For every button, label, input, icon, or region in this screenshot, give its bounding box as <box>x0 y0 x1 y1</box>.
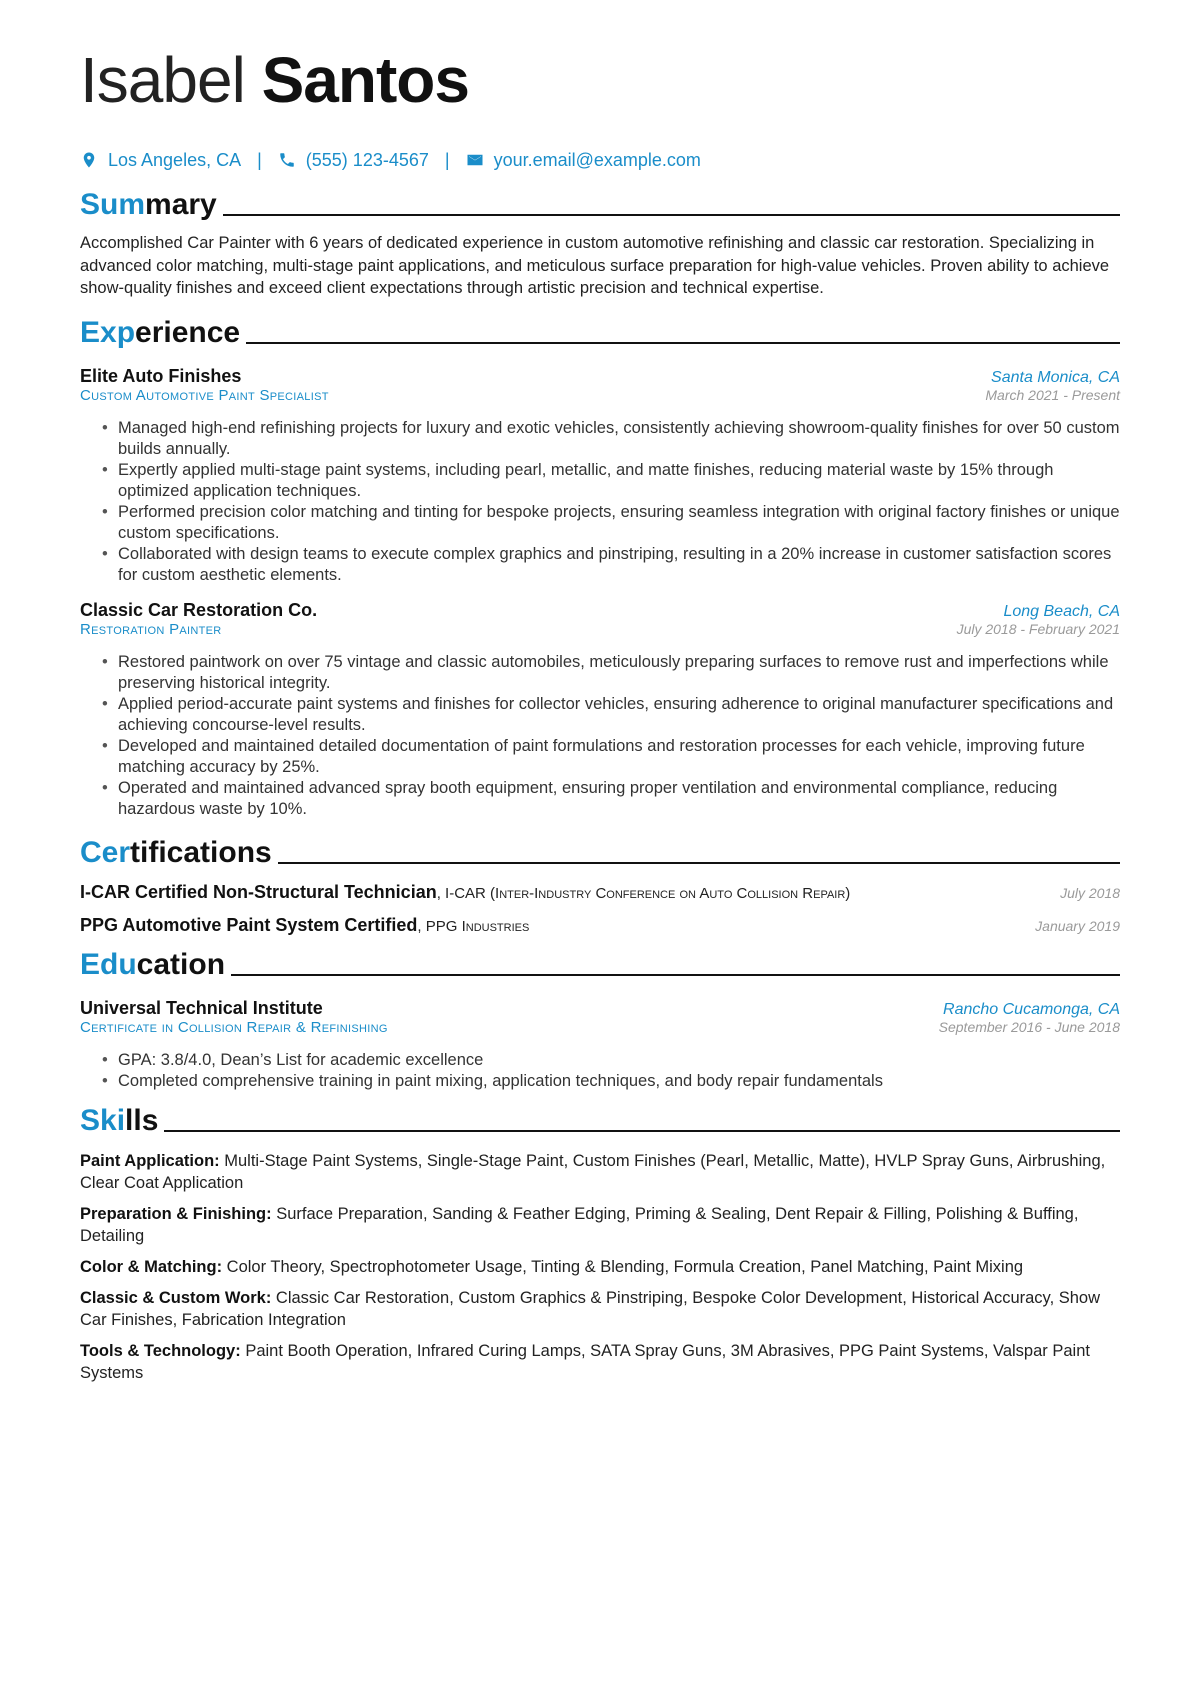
job-dates: July 2018 - February 2021 <box>956 620 1120 637</box>
skill-list: Color Theory, Spectrophotometer Usage, Tinting & Blending, Formula Creation, Panel Matching, Paint Mixing <box>226 1257 1024 1276</box>
candidate-name <box>80 40 1120 120</box>
list-item: • Expertly applied multi-stage paint systems, including pearl, metallic, and matte finishes, reducing material waste by 15% through optimized application techniques. <box>118 460 1120 502</box>
education-entry <box>80 998 1120 1092</box>
skill-list: Multi-Stage Paint Systems, Single-Stage Paint, Custom Finishes (Pearl, Metallic, Matte), HVLP Spray Guns, Airbrushing, Clear Coat Application <box>80 1151 1106 1192</box>
skill-row <box>80 1256 1120 1278</box>
section-divider <box>223 214 1120 216</box>
first-name: Isabel <box>80 44 245 116</box>
school-location: Rancho Cucamonga, CA <box>943 1000 1120 1018</box>
list-item: • Completed comprehensive training in paint mixing, application techniques, and body repair fundamentals <box>118 1071 1120 1092</box>
job-entry <box>80 600 1120 820</box>
job-bullets <box>80 418 1120 586</box>
education-dates: September 2016 - June 2018 <box>938 1018 1120 1035</box>
school-name: Universal Technical Institute <box>80 997 323 1018</box>
list-item: • Applied period-accurate paint systems and finishes for collector vehicles, ensuring adherence to original manufacturer specifications and achieving concourse-level results. <box>118 694 1120 736</box>
cert-date: January 2019 <box>1035 917 1120 934</box>
cert-name: I-CAR Certified Non-Structural Technician <box>80 881 437 902</box>
contact-separator: | <box>444 149 450 170</box>
email-link[interactable]: your.email@example.com <box>493 149 701 170</box>
certifications-heading <box>80 836 1120 870</box>
job-title: Restoration Painter <box>80 620 222 638</box>
list-item: • Managed high-end refinishing projects for luxury and exotic vehicles, consistently achieving showroom-quality finishes for over 50 custom builds annually. <box>118 418 1120 460</box>
certification-entry <box>80 915 1120 936</box>
job-location: Santa Monica, CA <box>991 368 1120 386</box>
education-bullets <box>80 1050 1120 1092</box>
company-name: Elite Auto Finishes <box>80 365 242 386</box>
cert-date: July 2018 <box>1060 884 1120 901</box>
location-text: Los Angeles, CA <box>108 149 242 170</box>
skill-row <box>80 1340 1120 1384</box>
company-name: Classic Car Restoration Co. <box>80 599 318 620</box>
skills-heading <box>80 1104 1120 1138</box>
section-divider <box>278 862 1120 864</box>
skill-list: Classic Car Restoration, Custom Graphics & Pinstriping, Bespoke Color Development, Historical Accuracy, Show Car Finishes, Fabrication Integration <box>80 1288 1101 1329</box>
list-item: • GPA: 3.8/4.0, Dean’s List for academic excellence <box>118 1050 1120 1071</box>
education-heading <box>80 948 1120 982</box>
skill-category: Paint Application: <box>80 1151 220 1170</box>
certification-entry <box>80 882 1120 903</box>
skill-row <box>80 1203 1120 1247</box>
job-dates: March 2021 - Present <box>985 386 1120 403</box>
section-title: Experience <box>80 315 241 349</box>
section-divider <box>231 974 1120 976</box>
list-item: • Operated and maintained advanced spray booth equipment, ensuring proper ventilation and environmental compliance, reducing hazardous waste by 10%. <box>118 778 1120 820</box>
last-name: Santos <box>261 44 469 116</box>
list-item: • Collaborated with design teams to execute complex graphics and pinstriping, resulting in a 20% increase in customer satisfaction scores for custom aesthetic elements. <box>118 544 1120 586</box>
skill-row <box>80 1150 1120 1194</box>
program-name: Certificate in Collision Repair & Refinishing <box>80 1018 388 1036</box>
contact-separator: | <box>257 149 262 170</box>
job-entry <box>80 366 1120 586</box>
experience-heading <box>80 316 1120 350</box>
job-location: Long Beach, CA <box>1003 602 1120 620</box>
job-title: Custom Automotive Paint Specialist <box>80 386 329 404</box>
list-item: • Performed precision color matching and tinting for bespoke projects, ensuring seamless integration with original factory finishes or unique custom specifications. <box>118 502 1120 544</box>
cert-name: PPG Automotive Paint System Certified <box>80 914 418 935</box>
section-title: Summary <box>80 188 217 221</box>
section-title: Education <box>80 947 226 981</box>
section-title: Skills <box>80 1103 159 1137</box>
section-divider <box>246 342 1120 344</box>
summary-heading <box>80 188 1120 222</box>
skill-category: Preparation & Finishing: <box>80 1204 272 1223</box>
phone-text: (555) 123-4567 <box>305 149 429 170</box>
job-bullets <box>80 652 1120 820</box>
resume-page <box>80 40 1120 1384</box>
list-item: • Restored paintwork on over 75 vintage and classic automobiles, meticulously preparing surfaces to remove rust and imperfections while preserving historical integrity. <box>118 652 1120 694</box>
list-item: • Developed and maintained detailed documentation of paint formulations and restoration processes for each vehicle, improving future matching accuracy by 25%. <box>118 736 1120 778</box>
skill-row <box>80 1287 1120 1331</box>
skill-category: Classic & Custom Work: <box>80 1288 272 1307</box>
phone-icon <box>278 151 296 169</box>
section-divider <box>164 1130 1120 1132</box>
map-pin-icon <box>80 151 98 169</box>
envelope-icon <box>466 151 484 169</box>
contact-phone[interactable] <box>278 150 429 171</box>
summary-text: Accomplished Car Painter with 6 years of dedicated experience in custom automotive refinishing and classic car restoration. Specializing in advanced color matching, multi-stage paint applications, and meticulous surface preparation for high-value vehicles. Proven ability to achieve show-quality finishes and exceed client expectations through artistic precision and technical expertise. <box>80 234 1110 297</box>
cert-issuer: , PPG Industries <box>417 917 530 935</box>
skill-list: Surface Preparation, Sanding & Feather Edging, Priming & Sealing, Dent Repair & Filling, Polishing & Buffing, Detailing <box>80 1204 1079 1245</box>
cert-issuer: , I-CAR (Inter-Industry Conference on Auto Collision Repair) <box>436 884 851 902</box>
contact-bar <box>80 146 1120 174</box>
skill-category: Color & Matching: <box>80 1257 223 1276</box>
contact-location <box>80 150 241 171</box>
contact-email[interactable] <box>466 150 701 171</box>
skill-category: Tools & Technology: <box>80 1341 241 1360</box>
section-title: Certifications <box>80 835 272 869</box>
skill-list: Paint Booth Operation, Infrared Curing Lamps, SATA Spray Guns, 3M Abrasives, PPG Paint Systems, Valspar Paint Systems <box>80 1341 1090 1382</box>
